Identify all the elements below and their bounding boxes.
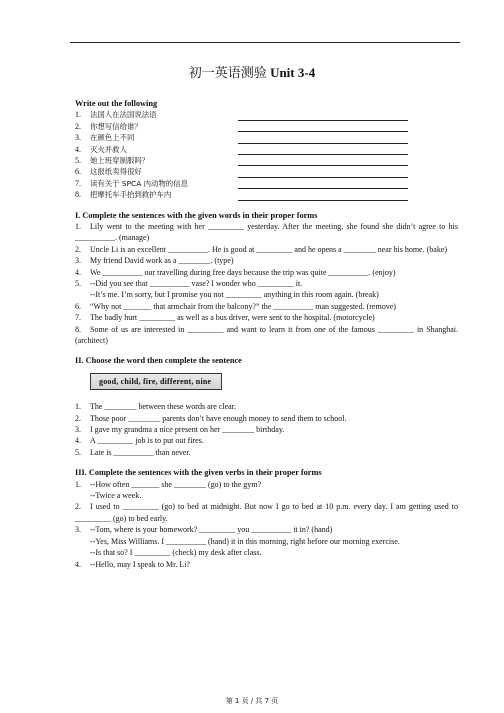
- question-item-continued: --Yes, Miss Williams. I __________ (hand) it in this morning, right before our morning exercise.: [90, 536, 400, 546]
- answer-line[interactable]: [238, 192, 408, 201]
- question-item: 4. A _________ job is to put out fires.: [75, 436, 204, 446]
- word-bank-box: good, child, fire, different, nine: [90, 373, 222, 390]
- question-item: 7. The badly hurt _________ as well as a bus driver, were sent to the hospital. (motorcycle): [75, 313, 375, 323]
- question-item-continued: --Is that so? I _________ (check) my desk after class.: [90, 548, 262, 558]
- question-item: 2. Those poor ________ parents don’t have enough money to send them to school.: [75, 413, 347, 423]
- write-out-item: 3. 在颜色上不同: [75, 132, 458, 143]
- answer-line[interactable]: [238, 157, 408, 166]
- question-item: 1. --How often _______ she ________ (go) to the gym?: [75, 479, 262, 489]
- page-title: [0, 62, 504, 81]
- answer-line[interactable]: [238, 112, 408, 121]
- question-item: 5. --Did you see that __________ vase? I wonder who _________ it.: [75, 278, 303, 288]
- question-item: 3. My friend David work as a ________. (type): [75, 256, 234, 266]
- write-out-item: 6. 这报纸卖得很好: [75, 166, 458, 177]
- answer-line[interactable]: [238, 135, 408, 144]
- section-1-heading: I. Complete the sentences with the given words in their proper forms: [75, 210, 318, 220]
- question-item-continued: --Twice a week.: [90, 491, 142, 501]
- question-item: 5. Late is __________ than never.: [75, 447, 191, 457]
- write-out-item: 7. 读有关于 SPCA 内动物的信息: [75, 178, 458, 189]
- write-out-list: [75, 109, 458, 200]
- write-out-item: 4. 灭火并救人: [75, 144, 458, 155]
- question-item: 2. I used to _________ (go) to bed at midnight. But now I go to bed at 10 p.m. every day. I am getting used to _________ (go) to bed early.: [75, 502, 458, 523]
- question-item: 1. The ________ between these words are clear.: [75, 402, 236, 412]
- title-text: 初一英语测验: [188, 65, 267, 80]
- question-item: 4. --Hello, may I speak to Mr. Li?: [75, 559, 190, 569]
- answer-line[interactable]: [238, 180, 408, 189]
- question-item: 3. I gave my grandma a nice present on her ________ birthday.: [75, 425, 285, 435]
- question-item: 1. Lily went to the meeting with her _________ yesterday. After the meeting, she found she didn’t agree to his __________. (manage): [75, 221, 458, 243]
- question-item-continued: --It’s me. I’m sorry, but I promise you not _________ anything in this room again. (break): [90, 290, 379, 300]
- question-item: 6. “Why not _______ that armchair from the balcony?” the __________ man suggested. (remove): [75, 301, 396, 311]
- section-1-list: [75, 221, 458, 346]
- answer-line[interactable]: [238, 123, 408, 132]
- worksheet-content: [75, 98, 458, 570]
- answer-line[interactable]: [238, 169, 408, 178]
- section-3-list: [75, 479, 458, 570]
- question-item: 4. We __________ our travelling during free days because the trip was quite __________. (enjoy): [75, 267, 396, 277]
- unit-text: Unit 3-4: [270, 65, 316, 80]
- question-item: 8. Some of us are interested in _________ and want to learn it from one of the famous _________ in Shanghai. (architect): [75, 324, 458, 345]
- section-2-list: [75, 401, 458, 458]
- section-2-heading: II. Choose the word then complete the sentence: [75, 356, 242, 366]
- write-out-heading: Write out the following: [75, 99, 158, 108]
- write-out-item: 2. 你想写信给谁？: [75, 121, 458, 132]
- write-out-item: 5. 她上班穿制服吗？: [75, 155, 458, 166]
- answer-line[interactable]: [238, 146, 408, 155]
- header-rule: [70, 42, 460, 43]
- question-item: 3. --Tom, where is your homework? _________ you __________ it in? (hand): [75, 525, 333, 535]
- write-out-item: 8. 把摩托车手抬到救护车内: [75, 189, 458, 200]
- question-item: 2. Uncle Li is an excellent __________. He is good at _________ and he opens a ________ near his home. (bake): [75, 244, 448, 254]
- page-footer: 第 1 页 / 共 7 页: [225, 697, 279, 705]
- write-out-item: 1. 法国人在法国说法语: [75, 109, 458, 120]
- section-3-heading: III. Complete the sentences with the given verbs in their proper forms: [75, 468, 322, 478]
